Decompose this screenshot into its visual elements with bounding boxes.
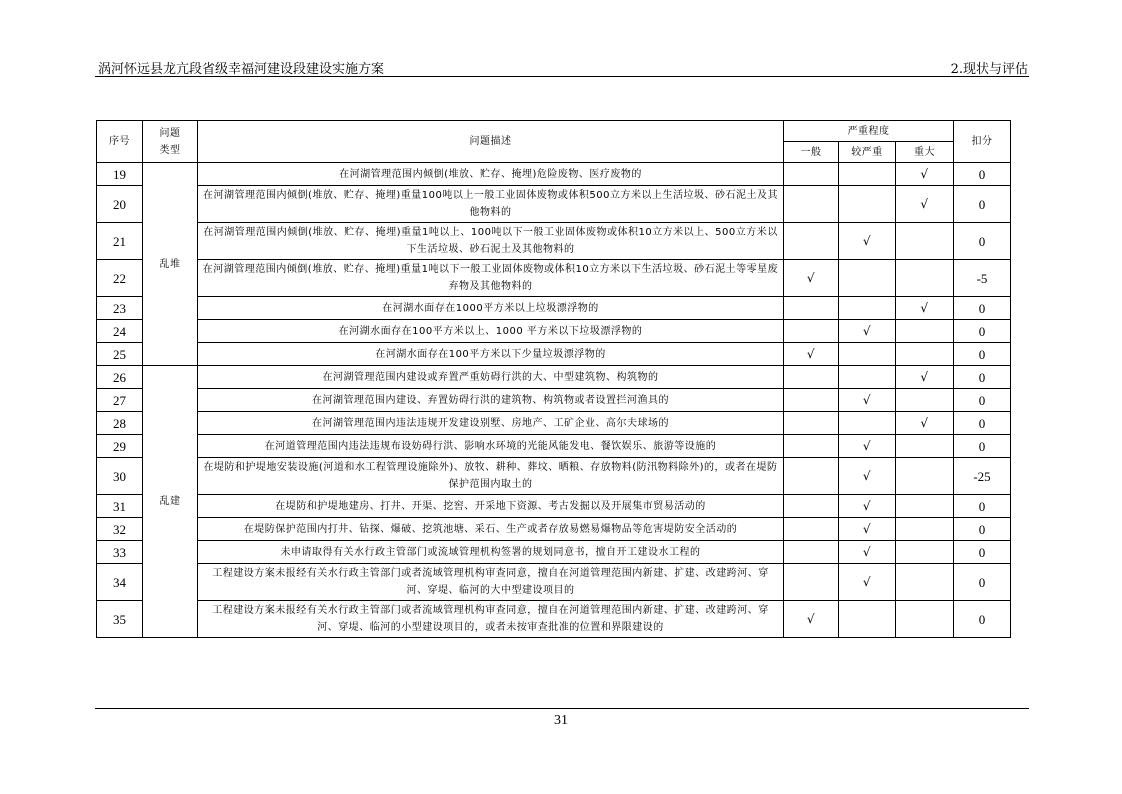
check-general: [784, 564, 839, 601]
check-serious: √: [839, 518, 896, 541]
check-general: [784, 541, 839, 564]
check-serious: √: [839, 541, 896, 564]
table-row: [97, 366, 1011, 389]
check-major: [896, 541, 954, 564]
check-serious: [839, 366, 896, 389]
table-row: [97, 601, 1011, 638]
row-number: 28: [97, 412, 143, 435]
check-general: [784, 458, 839, 495]
row-number: 20: [97, 186, 143, 223]
row-score: 0: [954, 343, 1011, 366]
check-general: [784, 186, 839, 223]
row-score: 0: [954, 412, 1011, 435]
table-row: [97, 518, 1011, 541]
check-serious: √: [839, 458, 896, 495]
row-description: 在河湖管理范围内建设或弃置严重妨碍行洪的大、中型建筑物、构筑物的: [198, 366, 784, 389]
page-header-section: 2.现状与评估: [950, 62, 1028, 77]
check-general: [784, 495, 839, 518]
table-row: [97, 435, 1011, 458]
page-number: 31: [554, 713, 568, 728]
check-major: [896, 564, 954, 601]
check-general: [784, 518, 839, 541]
table-row: [97, 297, 1011, 320]
row-number: 23: [97, 297, 143, 320]
row-number: 35: [97, 601, 143, 638]
check-serious: √: [839, 223, 896, 260]
table-row: [97, 186, 1011, 223]
row-number: 33: [97, 541, 143, 564]
row-score: -25: [954, 458, 1011, 495]
check-general: √: [784, 601, 839, 638]
table-row: [97, 163, 1011, 186]
row-type: 乱建: [143, 366, 198, 638]
row-score: 0: [954, 601, 1011, 638]
table-row: [97, 389, 1011, 412]
row-score: 0: [954, 366, 1011, 389]
table-row: [97, 541, 1011, 564]
check-serious: [839, 412, 896, 435]
check-serious: √: [839, 435, 896, 458]
row-description: 工程建设方案未报经有关水行政主管部门或者流域管理机构审查同意，擅自在河道管理范围内新建、扩建、改建跨河、穿河、穿堤、临河的大中型建设项目的: [198, 564, 784, 601]
check-major: √: [896, 163, 954, 186]
row-description: 在河湖管理范围内倾倒(堆放、贮存、掩埋)重量100吨以上一般工业固体废物或体积500立方米以上生活垃圾、砂石泥土及其他物料的: [198, 186, 784, 223]
check-major: [896, 458, 954, 495]
row-description: 在堤防和护堤地建房、打井、开渠、挖窖、开采地下资源、考古发掘以及开展集市贸易活动的: [198, 495, 784, 518]
check-major: [896, 435, 954, 458]
check-general: [784, 412, 839, 435]
row-description: 在河湖水面存在100平方米以下少量垃圾漂浮物的: [198, 343, 784, 366]
row-score: 0: [954, 389, 1011, 412]
check-general: [784, 435, 839, 458]
table-row: [97, 564, 1011, 601]
check-major: [896, 223, 954, 260]
row-description: 在河道管理范围内违法违规布设妨碍行洪、影响水环境的光能风能发电、餐饮娱乐、旅游等设施的: [198, 435, 784, 458]
check-major: [896, 518, 954, 541]
row-number: 25: [97, 343, 143, 366]
row-score: 0: [954, 518, 1011, 541]
row-description: 在河湖水面存在1000平方米以上垃圾漂浮物的: [198, 297, 784, 320]
check-serious: [839, 601, 896, 638]
row-description: 在河湖管理范围内建设、弃置妨碍行洪的建筑物、构筑物或者设置拦河渔具的: [198, 389, 784, 412]
check-general: [784, 163, 839, 186]
row-number: 26: [97, 366, 143, 389]
row-description: 在河湖管理范围内违法违规开发建设别墅、房地产、工矿企业、高尔夫球场的: [198, 412, 784, 435]
check-major: [896, 601, 954, 638]
row-type: 乱堆: [143, 163, 198, 366]
header-severity: 严重程度: [784, 121, 954, 142]
check-major: [896, 320, 954, 343]
row-score: 0: [954, 541, 1011, 564]
check-major: [896, 260, 954, 297]
footer-divider: [95, 708, 1029, 709]
header-general: 一般: [784, 142, 839, 163]
check-general: [784, 223, 839, 260]
row-description: 在堤防保护范围内打井、钻探、爆破、挖筑池塘、采石、生产或者存放易燃易爆物品等危害堤防安全活动的: [198, 518, 784, 541]
check-serious: [839, 260, 896, 297]
check-general: [784, 297, 839, 320]
row-score: -5: [954, 260, 1011, 297]
check-general: [784, 320, 839, 343]
page-header-title: 涡河怀远县龙亢段省级幸福河建设段建设实施方案: [98, 62, 385, 77]
check-serious: [839, 163, 896, 186]
row-description: 在河湖管理范围内倾倒(堆放、贮存、掩埋)危险废物、医疗废物的: [198, 163, 784, 186]
check-general: √: [784, 260, 839, 297]
table-row: [97, 343, 1011, 366]
table-row: [97, 320, 1011, 343]
check-serious: √: [839, 564, 896, 601]
check-major: √: [896, 366, 954, 389]
header-divider: [95, 76, 1029, 77]
row-score: 0: [954, 163, 1011, 186]
row-description: 在河湖管理范围内倾倒(堆放、贮存、掩埋)重量1吨以上、100吨以下一般工业固体废物或体积10立方米以上、500立方米以下生活垃圾、砂石泥土及其他物料的: [198, 223, 784, 260]
problem-table: [96, 120, 1011, 638]
row-score: 0: [954, 495, 1011, 518]
table-row: [97, 412, 1011, 435]
row-score: 0: [954, 435, 1011, 458]
row-description: 工程建设方案未报经有关水行政主管部门或者流域管理机构审查同意，擅自在河道管理范围内新建、扩建、改建跨河、穿河、穿堤、临河的小型建设项目的，或者未按审查批准的位置和界限建设的: [198, 601, 784, 638]
row-number: 34: [97, 564, 143, 601]
row-score: 0: [954, 186, 1011, 223]
row-number: 31: [97, 495, 143, 518]
row-description: 在河湖管理范围内倾倒(堆放、贮存、掩埋)重量1吨以下一般工业固体废物或体积10立方米以下生活垃圾、砂石泥土等零星废弃物及其他物料的: [198, 260, 784, 297]
check-major: √: [896, 186, 954, 223]
table-row: [97, 495, 1011, 518]
table-row: [97, 458, 1011, 495]
check-serious: [839, 186, 896, 223]
check-serious: [839, 343, 896, 366]
header-major: 重大: [896, 142, 954, 163]
header-type: 问题 类型: [143, 121, 198, 163]
row-number: 21: [97, 223, 143, 260]
check-major: [896, 495, 954, 518]
check-major: [896, 389, 954, 412]
table-row: [97, 223, 1011, 260]
header-description: 问题描述: [198, 121, 784, 163]
row-description: 在河湖水面存在100平方米以上、1000 平方米以下垃圾漂浮物的: [198, 320, 784, 343]
row-number: 22: [97, 260, 143, 297]
row-score: 0: [954, 223, 1011, 260]
row-number: 30: [97, 458, 143, 495]
check-serious: √: [839, 389, 896, 412]
row-score: 0: [954, 297, 1011, 320]
table-row: [97, 260, 1011, 297]
check-major: √: [896, 412, 954, 435]
check-major: √: [896, 297, 954, 320]
row-number: 32: [97, 518, 143, 541]
row-description: 在堤防和护堤地安装设施(河道和水工程管理设施除外)、放牧、耕种、葬坟、晒粮、存放物料(防汛物料除外)的，或者在堤防保护范围内取土的: [198, 458, 784, 495]
row-number: 24: [97, 320, 143, 343]
row-number: 29: [97, 435, 143, 458]
check-serious: √: [839, 495, 896, 518]
check-serious: √: [839, 320, 896, 343]
header-deduction: 扣分: [954, 121, 1011, 163]
header-seq: 序号: [97, 121, 143, 163]
row-number: 19: [97, 163, 143, 186]
check-general: √: [784, 343, 839, 366]
check-general: [784, 366, 839, 389]
header-serious: 较严重: [839, 142, 896, 163]
check-major: [896, 343, 954, 366]
check-serious: [839, 297, 896, 320]
row-number: 27: [97, 389, 143, 412]
row-description: 未申请取得有关水行政主管部门或流域管理机构签署的规划同意书，擅自开工建设水工程的: [198, 541, 784, 564]
row-score: 0: [954, 320, 1011, 343]
check-general: [784, 389, 839, 412]
row-score: 0: [954, 564, 1011, 601]
